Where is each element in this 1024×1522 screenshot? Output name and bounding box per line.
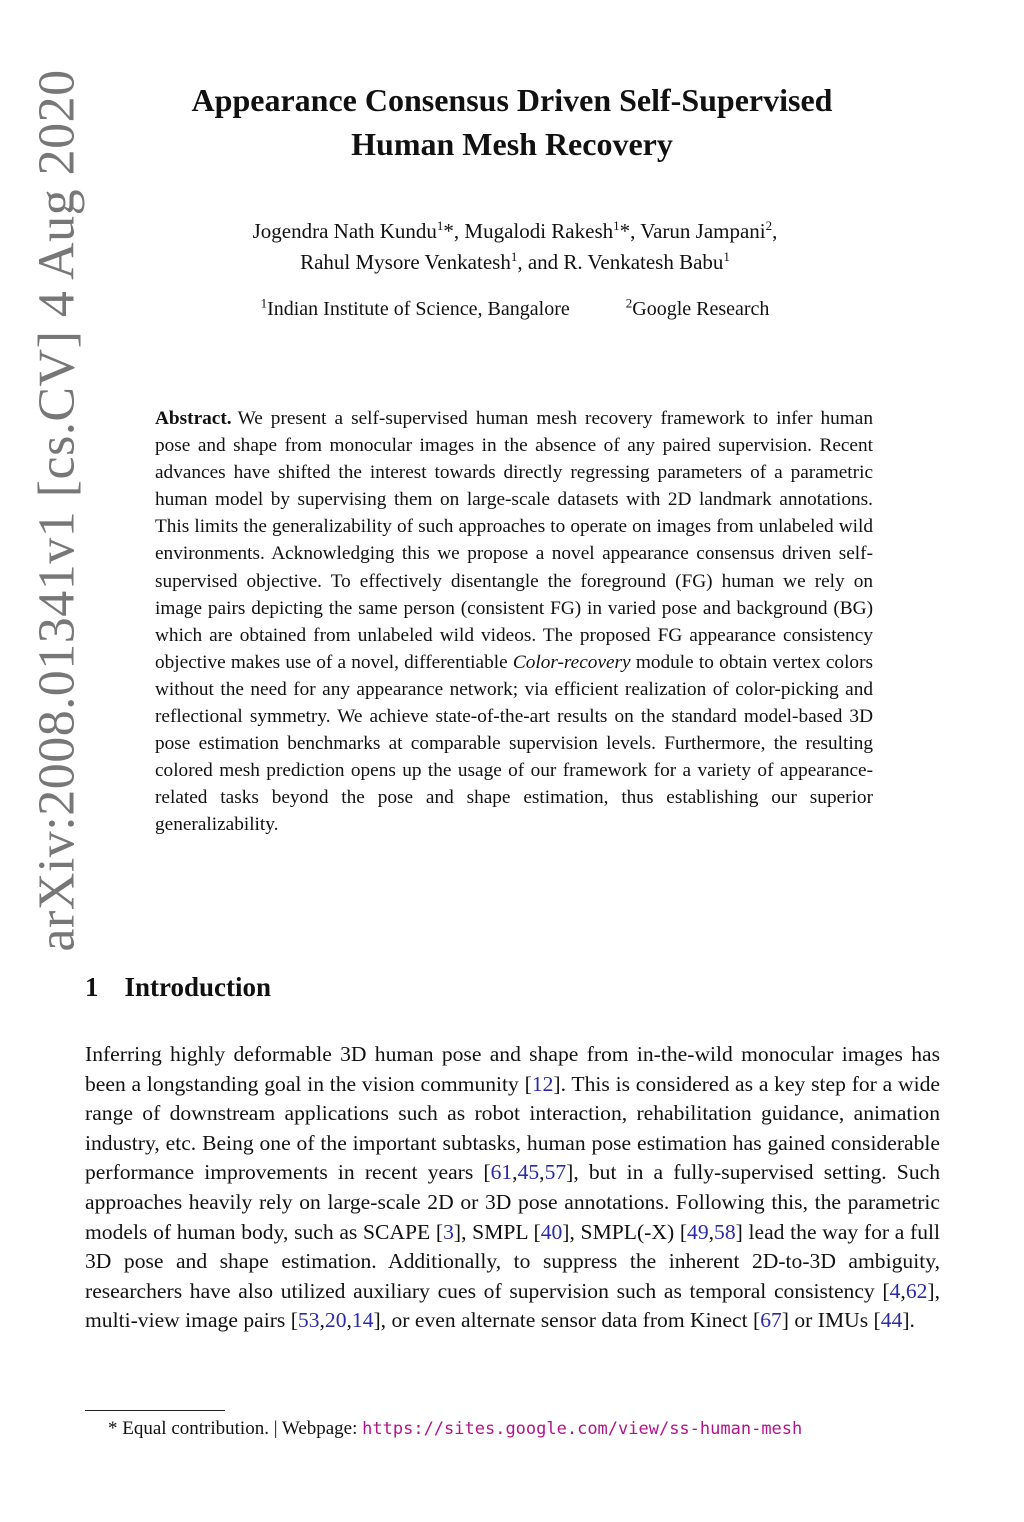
intro-text: ], SMPL(-X) [ bbox=[562, 1219, 688, 1244]
abstract-italic-term: Color-recovery bbox=[512, 651, 631, 673]
citation-link[interactable]: 61 bbox=[490, 1160, 513, 1185]
intro-text: ]. bbox=[902, 1308, 915, 1333]
intro-text: Inferring highly deformable 3D human pose and shape from in-the-wild monocular images has been a longstanding goal in the vision community [ bbox=[85, 1042, 940, 1096]
introduction-paragraph bbox=[85, 1040, 940, 1336]
intro-text: ] or IMUs [ bbox=[781, 1308, 881, 1333]
citation-link[interactable]: 62 bbox=[905, 1278, 928, 1303]
citation-link[interactable]: 44 bbox=[880, 1308, 903, 1333]
author-line-2 bbox=[120, 247, 910, 278]
abstract-label: Abstract. bbox=[155, 408, 232, 429]
citation-link[interactable]: 4 bbox=[889, 1278, 901, 1303]
author-affiliation-mark: 2 bbox=[765, 218, 773, 233]
author-separator: , bbox=[772, 219, 778, 243]
author-name: Mugalodi Rakesh bbox=[464, 219, 614, 243]
citation-link[interactable]: 58 bbox=[714, 1219, 736, 1244]
citation-link[interactable]: 57 bbox=[544, 1160, 567, 1185]
abstract-text-part-1: We present a self-supervised human mesh recovery framework to infer human pose and shape from monocular images in the absence of any paired supervision. Recent advances have shifted the interest towards directly regressing parameters of a parametric human model by supervising them on large-scale datasets with 2D landmark annotations. This limits the generalizability of such approaches to operate on images from unlabeled wild environments. Acknowledging this we propose a novel appearance consensus driven self-supervised objective. To effectively disentangle the foreground (FG) human we rely on image pairs depicting the same person (consistent FG) in varied pose and background (BG) which are obtained from unlabeled wild videos. The proposed FG appearance consistency objective makes use of a novel, differentiable bbox=[155, 408, 873, 673]
author-name: Rahul Mysore Venkatesh bbox=[300, 250, 511, 274]
intro-text: , bbox=[512, 1160, 518, 1185]
author-separator: , bbox=[453, 219, 465, 243]
citation-link[interactable]: 20 bbox=[324, 1308, 347, 1333]
citation-link[interactable]: 3 bbox=[443, 1219, 454, 1244]
equal-contribution-mark: * bbox=[619, 219, 631, 243]
intro-text: , bbox=[708, 1219, 715, 1244]
citation-link[interactable]: 49 bbox=[687, 1219, 709, 1244]
intro-text: ], but in a fully-supervised setting. Such approaches heavily rely on large-scale 2D or 3D pose annotations. Following this, the parametric models of human body, such as SCAPE [ bbox=[85, 1160, 940, 1244]
abstract-text-part-2: module to obtain vertex colors without the need for any appearance network; via efficient realization of color-picking and reflectional symmetry. We achieve state-of-the-art results on the standard model-based 3D pose estimation benchmarks at comparable supervision levels. Furthermore, the resulting colored mesh prediction opens up the usage of our framework for a variety of appearance-related tasks beyond the pose and shape estimation, thus establishing our superior generalizability. bbox=[155, 651, 873, 836]
author-line-1 bbox=[120, 216, 910, 247]
author-affiliation-mark: 1 bbox=[723, 249, 730, 264]
author-separator: , and bbox=[517, 250, 564, 274]
footnote-text: Equal contribution. | Webpage: bbox=[122, 1418, 358, 1439]
affiliation-google: $^2$Google Research bbox=[625, 295, 770, 320]
section-title: Introduction bbox=[124, 972, 272, 1002]
intro-text: ], SMPL [ bbox=[453, 1219, 541, 1244]
equal-contribution-mark: * bbox=[443, 219, 454, 243]
paper-title bbox=[90, 78, 934, 166]
intro-text: ], or even alternate sensor data from Kinect [ bbox=[373, 1308, 761, 1333]
section-number: 1 bbox=[85, 972, 99, 1002]
title-line-2: Human Mesh Recovery bbox=[351, 126, 673, 162]
author-list bbox=[120, 216, 910, 278]
footnote-mark: * bbox=[108, 1418, 118, 1439]
author-affiliation-mark: 1 bbox=[613, 218, 620, 233]
footnote-divider bbox=[85, 1410, 225, 1411]
author-name: Jogendra Nath Kundu bbox=[252, 219, 437, 243]
citation-link[interactable]: 12 bbox=[531, 1071, 554, 1096]
section-heading bbox=[85, 972, 271, 1003]
author-separator: , bbox=[630, 219, 641, 243]
intro-text: ]. This is considered as a key step for a wide range of downstream applications such as robot interaction, rehabilitation guidance, animation industry, etc. Being one of the important subtasks, human pose estimation has gained considerable performance improvements in recent years [ bbox=[85, 1071, 940, 1185]
affiliations bbox=[120, 295, 910, 321]
citation-link[interactable]: 53 bbox=[297, 1308, 320, 1333]
footnote bbox=[108, 1418, 948, 1440]
intro-text: , bbox=[900, 1278, 906, 1303]
title-line-1: Appearance Consensus Driven Self-Supervised bbox=[191, 82, 833, 118]
citation-link[interactable]: 40 bbox=[540, 1219, 563, 1244]
intro-text: , bbox=[319, 1308, 325, 1333]
citation-link[interactable]: 45 bbox=[517, 1160, 540, 1185]
arxiv-identifier: arXiv:2008.01341v1 [cs.CV] 4 Aug 2020 bbox=[28, 68, 86, 952]
arxiv-sidebar bbox=[24, 68, 90, 952]
author-affiliation-mark: 1 bbox=[436, 218, 444, 233]
citation-link[interactable]: 14 bbox=[351, 1308, 374, 1333]
author-name: Varun Jampani bbox=[640, 219, 766, 243]
intro-text: , bbox=[539, 1160, 545, 1185]
author-affiliation-mark: 1 bbox=[510, 249, 518, 264]
webpage-link[interactable]: https://sites.google.com/view/ss-human-mesh bbox=[362, 1419, 803, 1439]
citation-link[interactable]: 67 bbox=[760, 1308, 782, 1333]
intro-text: , bbox=[346, 1308, 352, 1333]
affiliation-iisc: $^1$Indian Institute of Science, Bangalore bbox=[260, 295, 570, 320]
intro-text: ] lead the way for a full 3D pose and shape estimation. Additionally, to suppress the inherent 2D-to-3D ambiguity, researchers have also utilized auxiliary cues of supervision such as temporal consistency [ bbox=[85, 1219, 941, 1303]
intro-text: ], multi-view image pairs [ bbox=[85, 1278, 940, 1333]
abstract bbox=[155, 405, 873, 839]
author-name: R. Venkatesh Babu bbox=[563, 250, 724, 274]
